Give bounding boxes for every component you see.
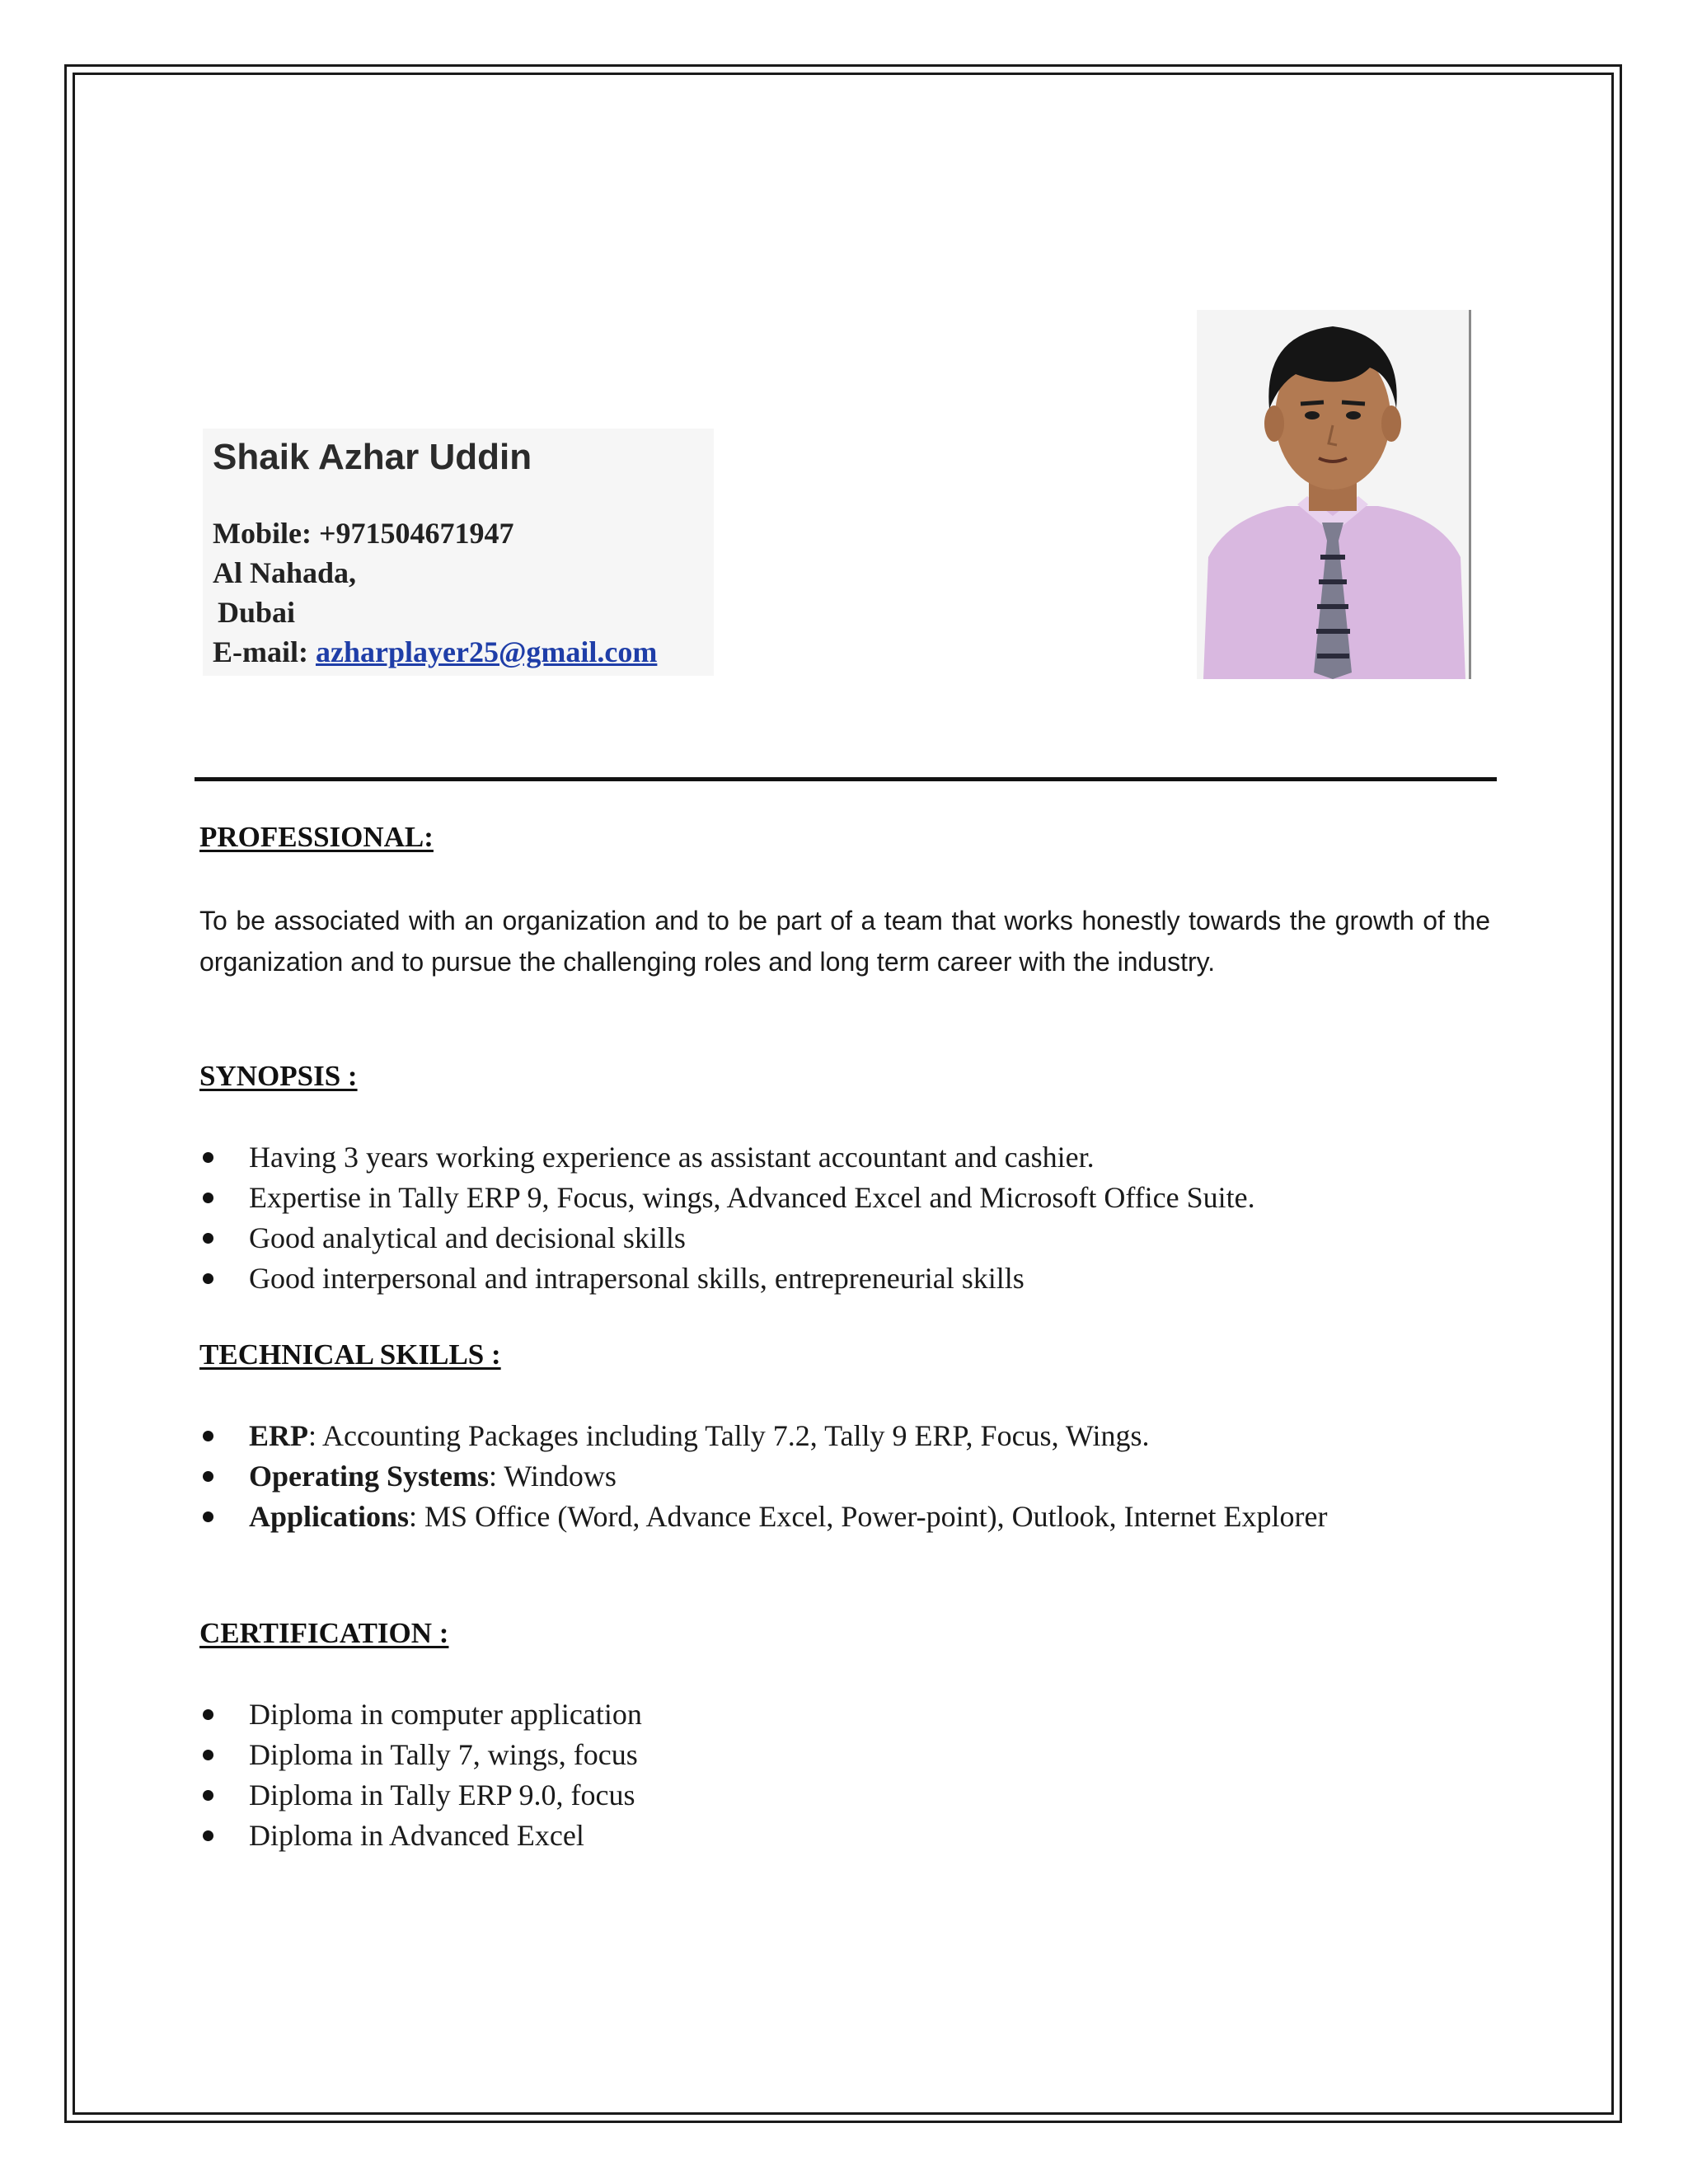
bullet-icon [203, 1471, 213, 1482]
list-item-text: Having 3 years working experience as assistant accountant and cashier. [249, 1141, 1095, 1174]
skill-text: : Accounting Packages including Tally 7.2, Tally 9 ERP, Focus, Wings. [308, 1419, 1150, 1452]
list-item [199, 1816, 1490, 1856]
bullet-icon [203, 1750, 213, 1760]
professional-heading: PROFESSIONAL: [199, 821, 434, 853]
bullet-icon [203, 1233, 213, 1244]
list-item [199, 1178, 1490, 1218]
bullet-icon [203, 1830, 213, 1841]
list-item-text: Good analytical and decisional skills [249, 1221, 686, 1254]
header-divider [195, 777, 1497, 781]
certification-heading: CERTIFICATION : [199, 1617, 449, 1649]
candidate-name: Shaik Azhar Uddin [213, 437, 532, 477]
portrait-photo [1197, 310, 1471, 679]
synopsis-heading: SYNOPSIS : [199, 1060, 358, 1092]
bullet-icon [203, 1273, 213, 1284]
bullet-icon [203, 1152, 213, 1163]
email-link[interactable]: azharplayer25@gmail.com [315, 635, 658, 668]
list-item [199, 1218, 1490, 1258]
bullet-icon [203, 1193, 213, 1203]
email-label: E-mail: [213, 635, 316, 668]
bullet-icon [203, 1790, 213, 1801]
list-item [199, 1694, 1490, 1735]
skill-label: Applications [249, 1500, 410, 1533]
list-item [199, 1258, 1490, 1299]
professional-objective: To be associated with an organization and to be part of a team that works honestly towards the growth of the organization and to pursue the challenging roles and long term career with the industry. [199, 906, 1490, 977]
list-item [199, 1137, 1490, 1178]
technical-skills-list [199, 1416, 1490, 1537]
email-line [213, 635, 657, 669]
list-item [199, 1497, 1490, 1537]
list-item [199, 1775, 1490, 1816]
address-area: Al Nahada, [213, 556, 357, 589]
address-city: Dubai [218, 596, 296, 629]
mobile-number: Mobile: +971504671947 [213, 517, 514, 550]
list-item [199, 1456, 1490, 1497]
portrait-photo-icon [1197, 310, 1469, 679]
list-item-text: Diploma in Tally 7, wings, focus [249, 1738, 638, 1771]
bullet-icon [203, 1431, 213, 1441]
skill-text: : MS Office (Word, Advance Excel, Power-point), Outlook, Internet Explorer [409, 1500, 1328, 1533]
list-item [199, 1735, 1490, 1775]
technical-skills-heading: TECHNICAL SKILLS : [199, 1338, 501, 1371]
list-item-text: Expertise in Tally ERP 9, Focus, wings, Advanced Excel and Microsoft Office Suite. [249, 1181, 1255, 1214]
bullet-icon [203, 1511, 213, 1522]
list-item-text: Diploma in Tally ERP 9.0, focus [249, 1779, 635, 1811]
list-item-text: Good interpersonal and intrapersonal skills, entrepreneurial skills [249, 1262, 1025, 1295]
bullet-icon [203, 1709, 213, 1720]
synopsis-list [199, 1137, 1490, 1299]
list-item-text: Diploma in Advanced Excel [249, 1819, 584, 1852]
skill-text: : Windows [489, 1460, 617, 1493]
skill-label: Operating Systems [249, 1460, 489, 1493]
list-item-text: Diploma in computer application [249, 1698, 642, 1731]
certification-list [199, 1694, 1490, 1856]
skill-label: ERP [249, 1419, 308, 1452]
list-item [199, 1416, 1490, 1456]
